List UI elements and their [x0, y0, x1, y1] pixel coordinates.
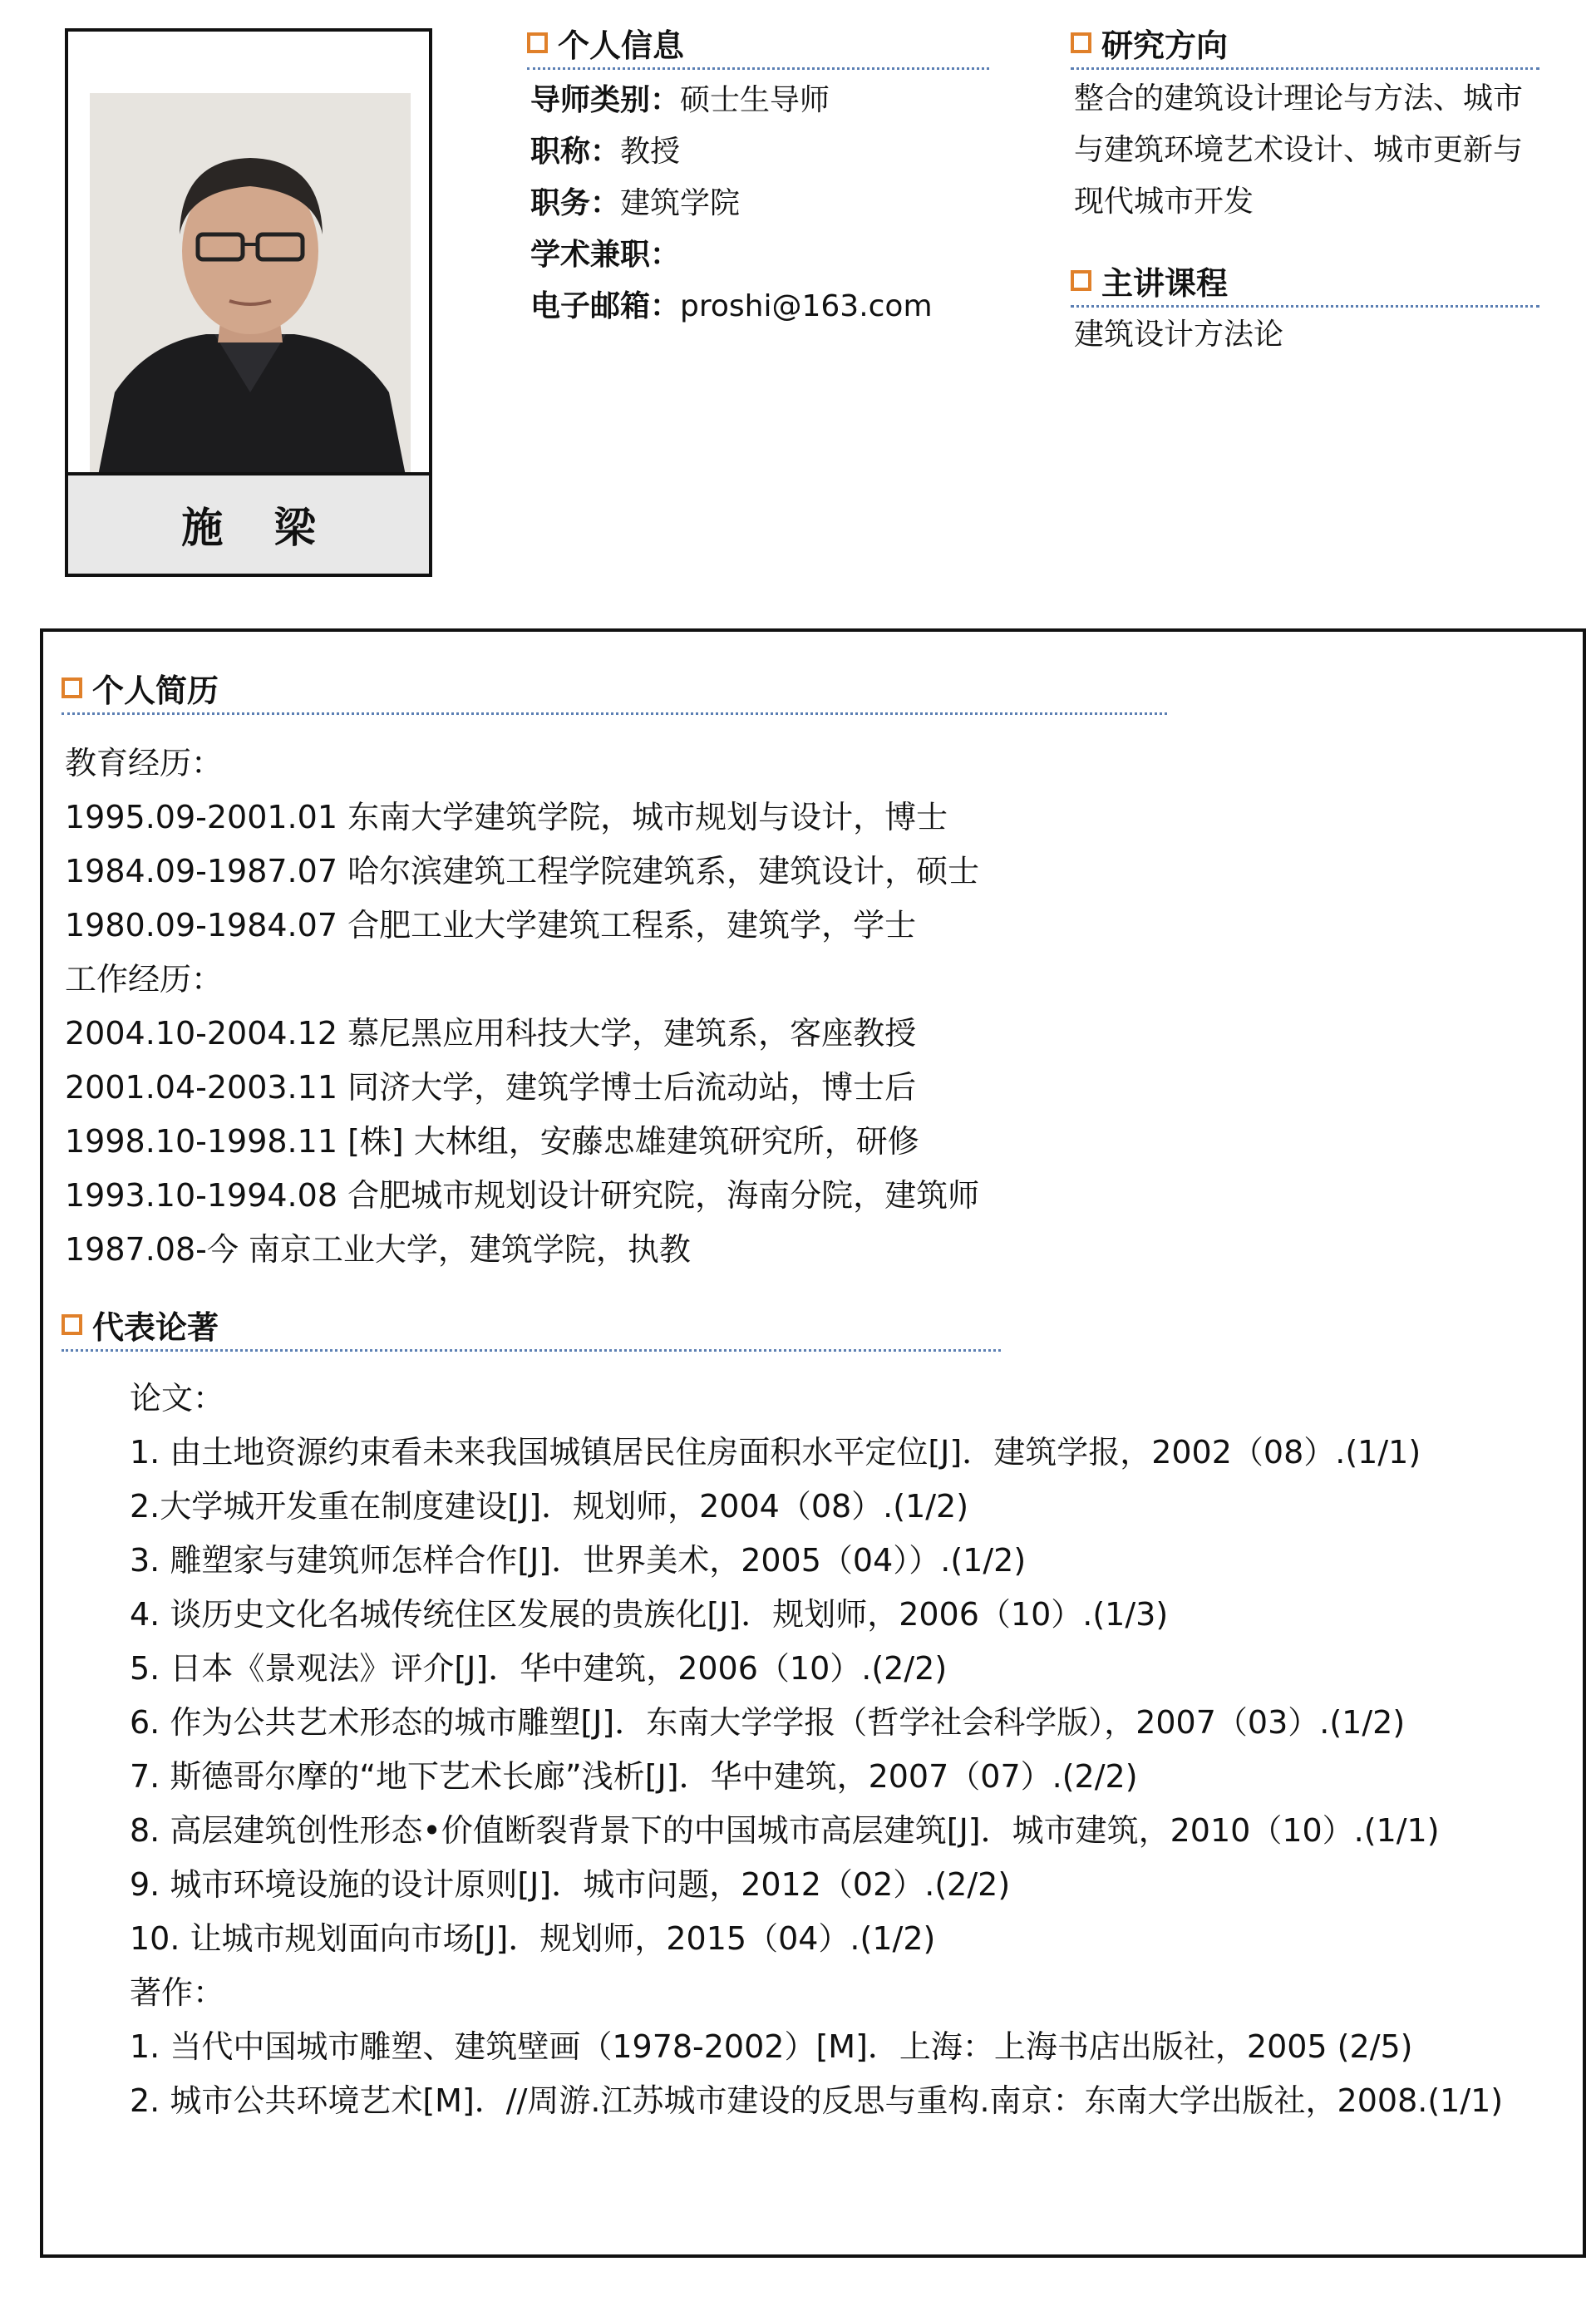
- resume-heading: 个人简历: [62, 665, 1167, 715]
- list-item: 1998.10-1998.11 [株] 大林组，安藤忠雄建筑研究所，研修: [65, 1123, 919, 1160]
- list-item: 9. 城市环境设施的设计原则[J]．城市问题，2012（02）.(2/2): [130, 1866, 1011, 1903]
- info-row-title: 职称：教授: [530, 135, 681, 169]
- list-item: 1993.10-1994.08 合肥城市规划设计研究院，海南分院，建筑师: [65, 1177, 980, 1214]
- personal-info-list: [530, 75, 933, 333]
- profile-photo: [90, 93, 411, 475]
- list-item: 10. 让城市规划面向市场[J]．规划师，2015（04）.(1/2): [130, 1920, 936, 1957]
- list-item: 5. 日本《景观法》评介[J]．华中建筑，2006（10）.(2/2): [130, 1650, 948, 1687]
- personal-info-heading: 个人信息: [527, 20, 989, 70]
- email-link[interactable]: proshi@163.com: [680, 289, 933, 323]
- publications-list: [130, 1372, 1503, 2128]
- list-item: 1987.08-今 南京工业大学，建筑学院，执教: [65, 1231, 691, 1268]
- portrait-image: [90, 93, 411, 475]
- list-item: 教育经历：: [65, 745, 224, 781]
- profile-name: 施 梁: [68, 472, 429, 574]
- research-heading: 研究方向: [1071, 20, 1539, 70]
- list-item: 1980.09-1984.07 合肥工业大学建筑工程系，建筑学，学士: [65, 907, 917, 944]
- research-text: 整合的建筑设计理论与方法、城市 与建筑环境艺术设计、城市更新与 现代城市开发: [1074, 81, 1524, 219]
- list-item: 8. 高层建筑创性形态•价值断裂背景下的中国城市高层建筑[J]．城市建筑，2010（10）.(1/1): [130, 1812, 1440, 1849]
- square-bullet-icon: [1071, 32, 1091, 53]
- info-row-academic-post: 学术兼职：: [530, 238, 681, 272]
- square-bullet-icon: [62, 677, 82, 698]
- list-item: 著作：: [130, 1974, 225, 2011]
- list-item: 2001.04-2003.11 同济大学，建筑学博士后流动站，博士后: [65, 1069, 917, 1106]
- info-row-email: 电子邮箱：proshi@163.com: [530, 289, 933, 323]
- list-item: 2. 城市公共环境艺术[M]．//周游.江苏城市建设的反思与重构.南京：东南大学出版社，2008.(1/1): [130, 2082, 1504, 2119]
- list-item: 1. 由土地资源约束看未来我国城镇居民住房面积水平定位[J]．建筑学报，2002（08）.(1/1): [130, 1434, 1421, 1471]
- list-item: 3. 雕塑家与建筑师怎样合作[J]．世界美术，2005（04））.(1/2): [130, 1542, 1027, 1579]
- resume-panel: [40, 628, 1586, 2258]
- square-bullet-icon: [527, 32, 548, 53]
- info-row-supervisor-type: 导师类别：硕士生导师: [530, 83, 830, 117]
- list-item: 论文：: [130, 1380, 225, 1417]
- list-item: 工作经历：: [65, 961, 224, 998]
- list-item: 1984.09-1987.07 哈尔滨建筑工程学院建筑系，建筑设计，硕士: [65, 853, 980, 889]
- publications-heading: 代表论著: [62, 1302, 1001, 1352]
- list-item: 4. 谈历史文化名城传统住区发展的贵族化[J]．规划师，2006（10）.(1/3): [130, 1596, 1169, 1633]
- resume-list: [65, 737, 979, 1277]
- list-item: 7. 斯德哥尔摩的“地下艺术长廊”浅析[J]．华中建筑，2007（07）.(2/2): [130, 1758, 1138, 1795]
- list-item: 1995.09-2001.01 东南大学建筑学院，城市规划与设计，博士: [65, 799, 948, 835]
- list-item: 1. 当代中国城市雕塑、建筑壁画（1978-2002）[M]．上海：上海书店出版社，2005 (2/5): [130, 2028, 1413, 2065]
- list-item: 2.大学城开发重在制度建设[J]．规划师，2004（08）.(1/2): [130, 1488, 969, 1525]
- square-bullet-icon: [1071, 270, 1091, 291]
- square-bullet-icon: [62, 1314, 82, 1335]
- courses-text: 建筑设计方法论: [1074, 318, 1284, 352]
- courses-heading: 主讲课程: [1071, 258, 1539, 308]
- info-row-position: 职务：建筑学院: [530, 186, 741, 220]
- profile-card: [65, 28, 432, 577]
- list-item: 2004.10-2004.12 慕尼黑应用科技大学，建筑系，客座教授: [65, 1015, 917, 1052]
- list-item: 6. 作为公共艺术形态的城市雕塑[J]．东南大学学报（哲学社会科学版），2007（03）.(1/2): [130, 1704, 1406, 1741]
